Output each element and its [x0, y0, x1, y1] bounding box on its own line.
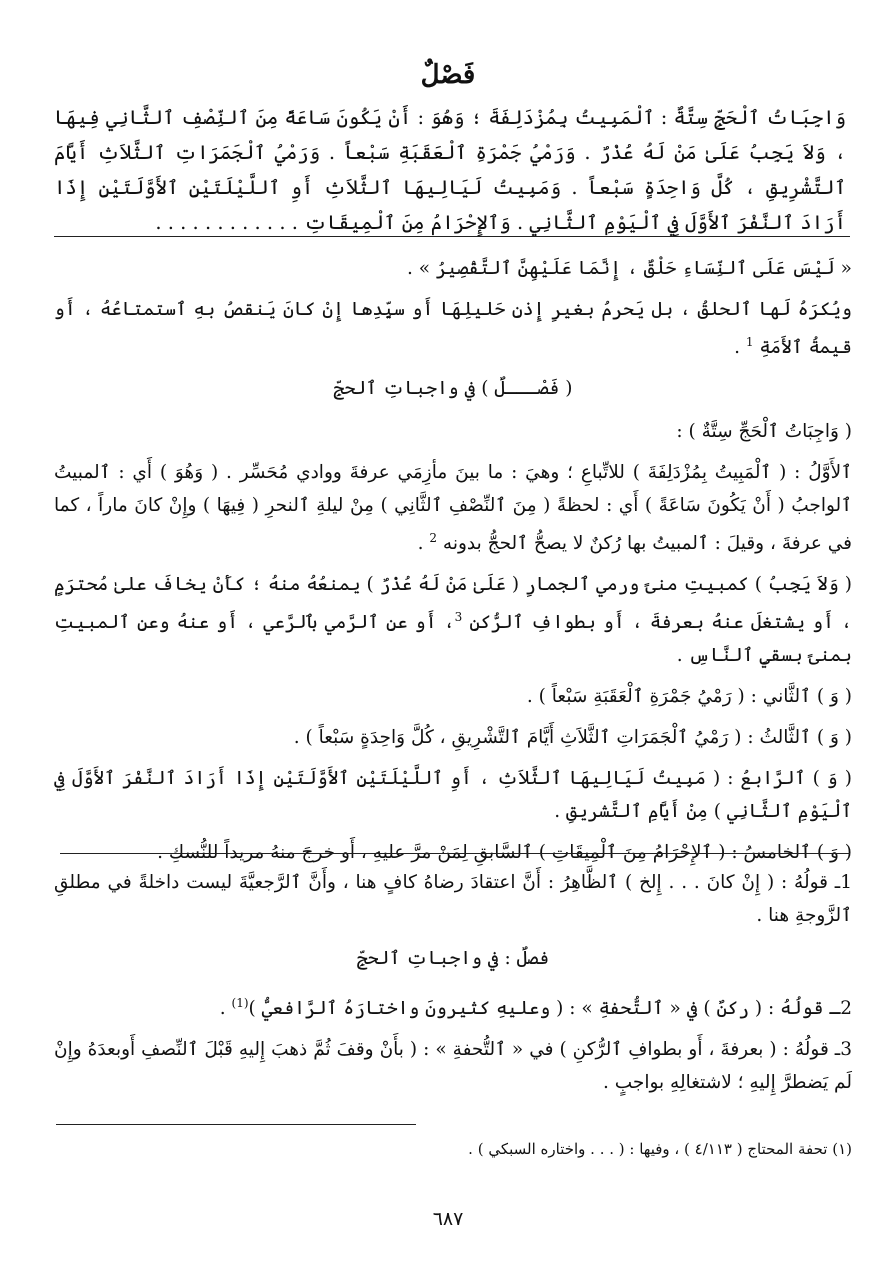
commentary-para-3: ( وَاجِبَاتُ ٱلْحَجِّ سِتَّةٌ ) : — [676, 421, 852, 443]
page-number: ٦٨٧ — [432, 1208, 464, 1230]
margin-notes — [54, 866, 852, 1107]
notes-heading: فصلٌ : في واجباتِ ٱلحجِّ — [356, 948, 550, 969]
section-heading: ( فَصْـــلٌ ) في واجباتِ ٱلحجِّ — [333, 378, 573, 400]
note-marker-3: 3 — [454, 610, 463, 625]
commentary-para-4: ٱلأَوَّلُ : ( ٱلْمَبِيتُ بِمُزْدَلِفَةَ ) للاتِّباعِ ؛ وهيَ : ما بينَ مأزِمَي عرفةَ ووادي مُحَسِّر . ( وَهُوَ ) أَي : ٱلمبيتُ ٱلواجبُ ( أَنْ يَكُونَ سَاعَةً ) أَي : لحظةً ( مِنَ ٱلنِّصْفِ ٱلثَّانِي ) مِنْ ليلةِ ٱلنحرِ ( فِيهَا ) وإِنْ كانَ ماراً ، كما في عرفةَ ، وقيلَ : ٱلمبيتُ بها رُكنٌ لا يصحُّ ٱلحجُّ بدونه $^2$ . — [54, 462, 852, 555]
divider-top — [54, 236, 850, 237]
section-ornament: فَصْلٌ — [420, 60, 476, 90]
divider-notes — [60, 853, 850, 854]
commentary-para-6: ( وَ ) ٱلثَّاني : ( رَمْيُ جَمْرَةِ ٱلْعَقَبَةِ سَبْعاً ) . — [526, 686, 852, 708]
divider-footnote — [56, 1124, 416, 1125]
note-marker-2: 2 — [429, 531, 438, 546]
footnote: (١) تحفة المحتاج ( ٤/١١٣ ) ، وفيها : ( . . . واختاره السبكي ) . — [468, 1140, 852, 1158]
commentary-para-1: « لَيْسَ عَلَى ٱلنِّسَاءِ حَلْقٌ ، إِنَّمَا عَلَيْهِنَّ ٱلتَّقْصِيرُ » . — [406, 258, 852, 279]
commentary-para-7: ( وَ ) ٱلثَّالثُ : ( رَمْيُ ٱلْجَمَرَاتِ ٱلثَّلاَثِ أَيَّامَ ٱلتَّشْرِيقِ ، كُلَّ وَاحِدَةٍ سَبْعاً ) . — [293, 727, 852, 749]
commentary-para-5: ( وَلاَ يَجِبُ ) كمبيتِ منىً ورمي ٱلجمارِ ( عَلَىٰ مَنْ لَهُ عُذْرٌ ) يمنعُهُ منهُ ؛ كأَنْ يخافَ علىٰ مُحترَمٍ ، أَو يشتغلَ عنهُ بعرفةَ ، أَو بطوافِ ٱلرُّكنِ $^3$، أَو عنِ ٱلرَّمي بٱلرَّعي ، أَو عنهُ وعنِ ٱلمبيتِ بمنىً بسقيِ ٱلنَّاسِ . — [54, 574, 852, 667]
note-marker-1: 1 — [745, 335, 754, 349]
note-2: 2ـ قولُهُ : ( ركنٌ ) في « ٱلتُّحفةِ » : ( وعليهِ كثيرونَ واختارَهُ ٱلرَّافعيُّ )$^{(1)}$ . — [219, 996, 852, 1020]
note-1: 1ـ قولُهُ : ( إِنْ كانَ . . . إِلخ ) ٱلظَّاهِرُ : أَنَّ اعتقادَ رضاهُ كافٍ هنا ، وأَنَّ ٱلرَّجعيَّةَ ليست داخلةً في مطلقِ ٱلزَّوجةِ هنا . — [54, 872, 852, 926]
note-3: 3ـ قولُهُ : ( بعرفةَ ، أَو بطوافِ ٱلرُّكنِ ) في « ٱلتُّحفةِ » : ( بأَنْ وقفَ ثُمَّ ذهبَ إِليهِ قَبْلَ ٱلنِّصفِ أَوبعدَهُ وإِنْ لَم يَضطرَّ إِليهِ ؛ لاشتغالِهِ بواجبٍ . — [54, 1039, 852, 1094]
commentary-para-2: ويُكرَهُ لَها ٱلحلقُ ، بل يَحرمُ بغيرِ إِذنِ حَليلِهَا أَو سيِّدِها إِنْ كانَ يَنقصُ بهِ ٱستمتاعُهُ ، أَو قيمةُ ٱلأَمَةِ $^1$ . — [54, 299, 852, 359]
commentary-para-8: ( وَ ) ٱلرَّابعُ : ( مَبِيتُ لَيَالِيهَا ٱلثَّلاَثِ ، أَوِ ٱللَّيْلَتَيْنِ ٱلأَوَّلَتَيْنِ إِذَا أَرَادَ ٱلنَّفْرَ ٱلأَوَّلَ فِي ٱلْيَوْمِ ٱلثَّانِي ) مِنْ أَيَّامِ ٱلتَّشريقِ . — [54, 768, 852, 823]
commentary — [54, 252, 852, 877]
matn-text: وَاجِبَاتُ ٱلْحَجِّ سِتَّةٌ : ٱلْمَبِيتُ بِمُزْدَلِفَةَ ؛ وَهُوَ : أَنْ يَكُونَ سَاعَةً مِنَ ٱلنِّصْفِ ٱلثَّانِي فِيهَا ، وَلاَ يَجِبُ عَلَىٰ مَنْ لَهُ عُذْرٌ . وَرَمْيُ جَمْرَةِ ٱلْعَقَبَةِ سَبْعاً . وَرَمْيُ ٱلْجَمَرَاتِ ٱلثَّلاَثِ أَيَّامَ ٱلتَّشْرِيقِ ، كُلَّ وَاحِدَةٍ سَبْعاً . وَمَبِيتُ لَيَالِيهَا ٱلثَّلاَثِ أَوِ ٱللَّيْلَتَيْنِ ٱلأَوَّلَتَيْنِ إِذَا أَرَادَ ٱلنَّفْرَ ٱلأَوَّلَ فِي ٱلْيَوْمِ ٱلثَّانِي . وَٱلإِحْرَامُ مِنَ ٱلْمِيقَاتِ . . . . . . . . . . . . — [54, 106, 846, 234]
footnote-marker: (1) — [231, 996, 249, 1010]
commentary-para-9: ( وَ ) ٱلخامسُ : ( ٱلإِحْرَامُ مِنَ ٱلْمِيقَاتِ ) ٱلسَّابقِ لِمَنْ مرَّ عليهِ ، أَو خرجَ منهُ مريداً للنُّسكِ . — [157, 842, 852, 864]
